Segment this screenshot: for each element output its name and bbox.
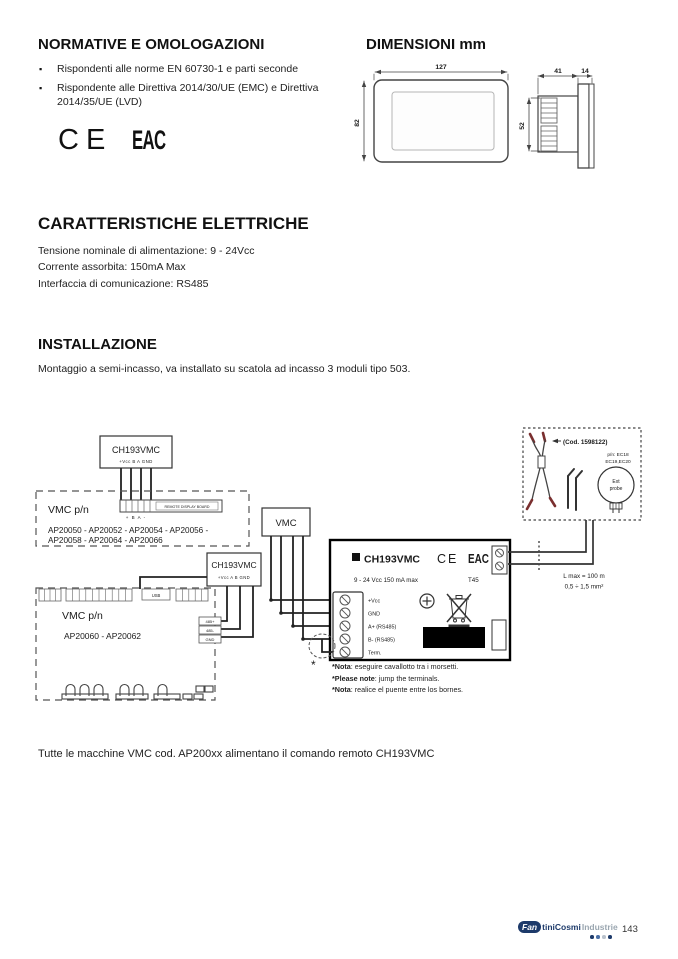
board1-label: REMOTE DISPLAY BOARD — [164, 505, 210, 509]
page-number: 143 — [622, 924, 638, 935]
caratteristiche-title: CARATTERISTICHE ELETTRICHE — [38, 214, 309, 233]
vmc-group1-codes-1: AP20050 - AP20052 - AP20054 - AP20056 - — [48, 526, 209, 535]
cable-spec-1: L max = 100 m — [563, 573, 605, 580]
note-line — [332, 673, 542, 685]
vmc-group-1 — [36, 491, 249, 546]
accessory-pn-2: EC19,EC20 — [605, 460, 631, 465]
device-notes — [332, 661, 542, 696]
probe-label-1: Ext — [612, 479, 620, 485]
vmc-group2-codes: AP20060 - AP20062 — [64, 631, 142, 641]
caratteristiche-section — [38, 214, 398, 292]
vmc-group2-label: VMC p/n — [62, 610, 103, 622]
logo-dots — [518, 935, 612, 939]
device-title: CH193VMC — [364, 553, 421, 566]
note-line — [332, 684, 542, 696]
device-back-panel — [309, 540, 510, 672]
spec-line: Interfaccia di comunicazione: RS485 — [38, 277, 209, 290]
spec-line: Corrente assorbita: 150mA Max — [38, 261, 186, 274]
note-text: : realice el puente entre los bornes. — [350, 685, 464, 695]
normative-section — [38, 36, 330, 157]
terminal-label-gnd: GND — [368, 611, 380, 618]
dim-side-depth-body: 41 — [554, 68, 562, 75]
board2-terminal-gnd: GND — [205, 637, 215, 642]
remote1-pins: +Vcc B A GND — [119, 459, 153, 464]
board1-pins: + B A - — [125, 515, 147, 520]
vmc-group1-codes-2: AP20058 - AP20064 - AP20066 — [48, 536, 163, 545]
normative-bullets — [38, 62, 330, 110]
terminal-label-b: B- (RS485) — [368, 637, 395, 644]
footer-note: Tutte le macchine VMC cod. AP200xx alimentano il comando remoto CH193VMC — [38, 748, 435, 760]
installazione-section — [38, 336, 558, 377]
ext-probe-drawing — [598, 467, 634, 513]
device-slot — [492, 620, 506, 650]
bullet-item: ▪ Rispondenti alle norme EN 60730-1 e parti seconde — [38, 62, 330, 77]
dim-side-depth-panel: 14 — [581, 68, 589, 75]
left-arrow-icon — [552, 439, 558, 443]
dim-front-width: 127 — [435, 64, 447, 71]
probe-label-2: probe — [609, 486, 623, 492]
logo-fan-badge: Fan — [518, 921, 541, 933]
twin-wire-drawing — [568, 469, 582, 510]
note-lead: *Nota — [332, 685, 351, 695]
probe-cable-run — [508, 520, 605, 591]
accessory-box — [523, 428, 641, 520]
note-lead: *Please note — [332, 673, 375, 683]
dim-front-height: 82 — [354, 119, 361, 127]
note-line — [332, 661, 542, 673]
dimension-front-view — [354, 64, 508, 162]
ce-mark: CE — [437, 552, 459, 566]
device-label-sticker — [423, 627, 485, 648]
note-text: : eseguire cavallotto tra i morsetti. — [350, 662, 459, 671]
installazione-title: INSTALLAZIONE — [38, 336, 157, 353]
device-fuse: T45 — [468, 577, 479, 584]
jumper-asterisk: * — [311, 658, 316, 672]
vmc-unit-box — [262, 508, 333, 641]
note-text: : jump the terminals. — [374, 673, 440, 683]
note-lead: *Nota — [332, 662, 351, 671]
brand-logo — [518, 921, 618, 939]
logo-cosmi-text: tiniCosmi — [542, 922, 581, 932]
remote2-pins: +Vcc A B GND — [217, 575, 251, 580]
dimension-side-view — [519, 68, 594, 168]
usb-label: USB — [151, 593, 161, 598]
vmc-unit-label: VMC — [275, 518, 297, 529]
remote1-label: CH193VMC — [111, 445, 161, 455]
dimensioni-title: DIMENSIONI mm — [366, 36, 487, 53]
eac-mark: EAC — [132, 124, 166, 155]
spec-line: Tensione nominale di alimentazione: 9 - 24Vcc — [38, 245, 255, 257]
dim-side-height: 52 — [519, 122, 526, 130]
accessory-code: (Cod. 1598122) — [563, 439, 608, 446]
terminal-label-a: A+ (RS485) — [368, 624, 397, 631]
board2-connectors — [62, 685, 213, 700]
terminal-label-vcc: +Vcc — [368, 598, 381, 605]
device-title-square — [352, 553, 360, 561]
remote2-label: CH193VMC — [211, 560, 257, 570]
device-rating: 9 - 24 Vcc 150 mA max — [354, 577, 418, 584]
cable-spec-2: 0,5 ÷ 1,5 mm² — [564, 583, 604, 591]
normative-title: NORMATIVE E OMOLOGAZIONI — [38, 36, 265, 53]
terminal-label-term: Term. — [368, 650, 382, 657]
board2-terminal-485m: 485- — [205, 628, 215, 633]
board2-terminal-485p: 485+ — [205, 619, 215, 624]
installazione-text: Montaggio a semi-incasso, va installato su scatola ad incasso 3 moduli tipo 503. — [38, 363, 411, 375]
accessory-pn-1: p/n: EC18 — [607, 453, 629, 458]
vmc-group-2 — [36, 588, 221, 700]
cable-harness-drawing — [527, 433, 555, 509]
ce-mark: CE — [58, 123, 113, 156]
logo-industrie-text: Industrie — [581, 922, 618, 932]
certification-marks — [58, 124, 330, 157]
eac-mark: EAC — [468, 552, 489, 566]
vmc-group1-label: VMC p/n — [48, 504, 89, 516]
bullet-item: ▪ Rispondente alle Direttiva 2014/30/UE (EMC) e Direttiva 2014/35/UE (LVD) — [38, 81, 330, 110]
